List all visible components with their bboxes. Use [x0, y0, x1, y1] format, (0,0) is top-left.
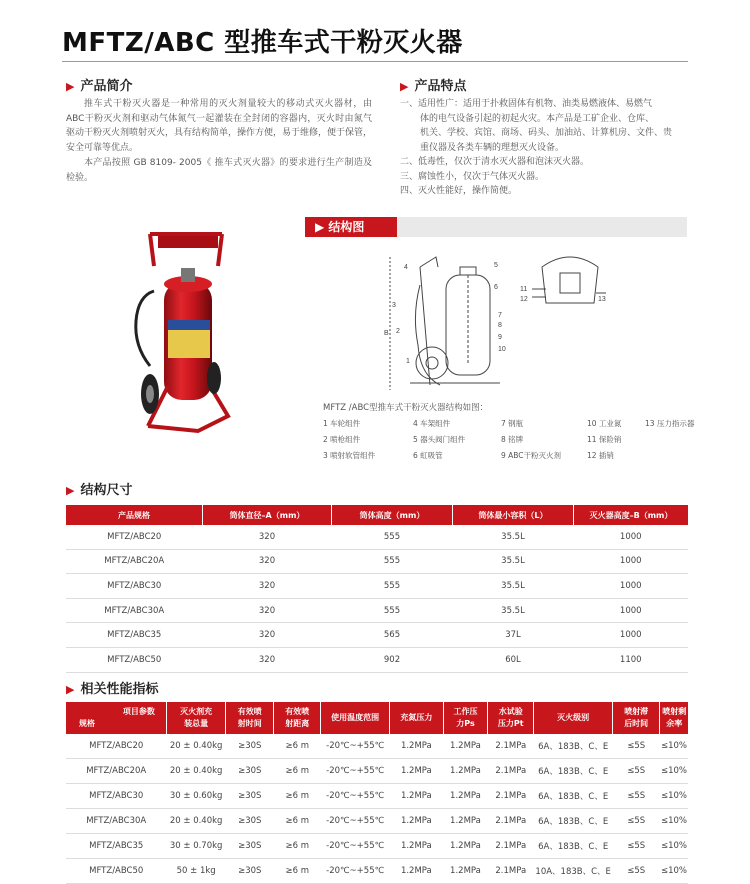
callout-label: 2: [396, 328, 400, 335]
feature-line: 三、腐蚀性小，仅次于气体灭火器。: [400, 171, 545, 182]
table-row: [66, 549, 688, 574]
table-cell: ≤5S: [612, 734, 660, 759]
table-cell: ≥30S: [226, 734, 274, 759]
table-cell: MFTZ/ABC50: [66, 859, 166, 884]
perf-header-cell: [660, 702, 688, 734]
table-cell: 6A、183B、C、E: [534, 834, 613, 859]
table-cell: 35.5L: [453, 525, 574, 549]
legend-item: 8 铭牌: [501, 435, 524, 444]
table-cell: 1000: [574, 525, 689, 549]
legend-item: 5 器头阀门组件: [413, 435, 466, 444]
perf-heading: [66, 678, 158, 697]
header-line: 工作压: [453, 707, 478, 716]
header-line: 余率: [666, 719, 683, 728]
table-cell: MFTZ/ABC35: [66, 623, 203, 648]
table-cell: 35.5L: [453, 574, 574, 599]
table-cell: ≤10%: [660, 784, 688, 809]
table-cell: -20℃~+55℃: [321, 859, 390, 884]
perf-corner-cell: [66, 702, 166, 734]
table-cell: 2.1MPa: [488, 859, 534, 884]
perf-header-cell: [226, 702, 274, 734]
feature-line: 四、灭火性能好，操作简便。: [400, 186, 518, 196]
perf-heading-text: 相关性能指标: [80, 682, 159, 697]
table-cell: 1.2MPa: [389, 859, 443, 884]
perf-table-body: [66, 734, 688, 884]
triangle-icon: ▶: [66, 484, 75, 497]
table-cell: -20℃~+55℃: [321, 809, 390, 834]
table-row: [66, 574, 688, 599]
table-row: [66, 647, 688, 672]
table-cell: 6A、183B、C、E: [534, 784, 613, 809]
legend-item: 9 ABC干粉灭火剂: [501, 451, 562, 460]
table-cell: 1.2MPa: [389, 809, 443, 834]
table-cell: 555: [332, 549, 453, 574]
table-cell: 1.2MPa: [389, 834, 443, 859]
table-cell: 1000: [574, 598, 689, 623]
table-cell: -20℃~+55℃: [321, 759, 390, 784]
table-cell: 320: [203, 525, 332, 549]
title-divider: [62, 61, 688, 62]
header-line: 有效喷: [285, 707, 310, 716]
table-cell: MFTZ/ABC30A: [66, 809, 166, 834]
intro-paragraph-2: 本产品按照 GB 8109- 2005《 推车式灭火器》的要求进行生产制造及检验。: [66, 158, 372, 183]
dims-header-cell: 筒体直径–A（mm）: [203, 505, 332, 525]
table-cell: 1.2MPa: [443, 784, 487, 809]
table-cell: 60L: [453, 647, 574, 672]
table-cell: ≤5S: [612, 834, 660, 859]
table-row: [66, 784, 688, 809]
dims-heading: [66, 479, 132, 498]
legend-item: 4 车架组件: [413, 419, 451, 428]
dim-label-b: B: [384, 330, 389, 337]
table-cell: -20℃~+55℃: [321, 784, 390, 809]
callout-label: 9: [498, 334, 502, 341]
table-row: [66, 759, 688, 784]
table-cell: ≤5S: [612, 809, 660, 834]
perf-header-cell: [443, 702, 487, 734]
page-title: MFTZ/ABC 型推车式干粉灭火器: [62, 28, 463, 58]
table-cell: 320: [203, 574, 332, 599]
table-cell: 1.2MPa: [389, 734, 443, 759]
perf-header-cell: [488, 702, 534, 734]
table-cell: ≥30S: [226, 809, 274, 834]
table-cell: ≥30S: [226, 759, 274, 784]
callout-label: 8: [498, 322, 502, 329]
legend-item: 6 虹吸管: [413, 451, 443, 460]
dims-header-cell: 筒体最小容积（L）: [453, 505, 574, 525]
table-cell: 1.2MPa: [443, 734, 487, 759]
table-cell: 20 ± 0.40kg: [166, 809, 225, 834]
table-cell: 555: [332, 525, 453, 549]
legend-item: 2 喷枪组件: [323, 435, 361, 444]
table-row: [66, 859, 688, 884]
dims-heading-text: 结构尺寸: [80, 483, 133, 498]
features-list: [400, 97, 690, 199]
table-cell: 2.1MPa: [488, 834, 534, 859]
table-row: [66, 834, 688, 859]
table-cell: 6A、183B、C、E: [534, 759, 613, 784]
triangle-icon: ▶: [400, 80, 409, 93]
table-cell: ≥6 m: [274, 734, 321, 759]
table-cell: 555: [332, 574, 453, 599]
table-cell: 1.2MPa: [443, 759, 487, 784]
dims-table: [66, 505, 688, 673]
header-line: 喷射滞: [624, 707, 649, 716]
dims-header-cell: 灭火器高度–B（mm）: [574, 505, 689, 525]
dims-header-row: [66, 505, 688, 525]
table-cell: MFTZ/ABC20A: [66, 759, 166, 784]
table-cell: 1000: [574, 574, 689, 599]
table-cell: ≥6 m: [274, 759, 321, 784]
table-cell: ≤10%: [660, 734, 688, 759]
table-cell: ≤10%: [660, 859, 688, 884]
table-cell: -20℃~+55℃: [321, 834, 390, 859]
table-cell: MFTZ/ABC20A: [66, 549, 203, 574]
table-row: [66, 525, 688, 549]
structure-diagram: [360, 245, 610, 395]
feature-line: 重仪器及各类车辆的理想灭火设备。: [420, 142, 565, 153]
header-line: 喷射剩: [662, 707, 687, 716]
table-cell: MFTZ/ABC30: [66, 574, 203, 599]
table-cell: 1000: [574, 549, 689, 574]
table-cell: 1100: [574, 647, 689, 672]
header-line: 装总量: [184, 719, 209, 728]
table-row: [66, 734, 688, 759]
table-cell: 320: [203, 647, 332, 672]
header-line: 灭火剂充: [180, 707, 213, 716]
header-line: 力Ps: [456, 719, 475, 728]
table-cell: 50 ± 1kg: [166, 859, 225, 884]
perf-header-cell: [612, 702, 660, 734]
features-heading-text: 产品特点: [414, 79, 467, 94]
structure-heading-text: 结构图: [328, 220, 365, 234]
header-line: 射时间: [237, 719, 262, 728]
table-cell: MFTZ/ABC20: [66, 734, 166, 759]
dims-header-cell: 产品规格: [66, 505, 203, 525]
structure-heading: [305, 217, 397, 237]
table-cell: 1.2MPa: [389, 759, 443, 784]
table-cell: MFTZ/ABC35: [66, 834, 166, 859]
table-cell: 37L: [453, 623, 574, 648]
table-cell: MFTZ/ABC50: [66, 647, 203, 672]
dims-header-cell: 筒体高度（mm）: [332, 505, 453, 525]
table-cell: 320: [203, 623, 332, 648]
features-heading: [400, 75, 466, 94]
callout-label: 13: [598, 296, 606, 303]
corner-bottom-label: 规格: [79, 719, 95, 728]
callout-label: 3: [392, 302, 396, 309]
perf-header-cell: [274, 702, 321, 734]
callout-label: 4: [404, 264, 408, 271]
table-cell: 35.5L: [453, 598, 574, 623]
table-cell: MFTZ/ABC20: [66, 525, 203, 549]
table-cell: 2.1MPa: [488, 784, 534, 809]
extinguisher-product-image: [128, 226, 246, 436]
table-cell: ≥6 m: [274, 784, 321, 809]
legend-item: 13 压力指示器: [645, 419, 695, 428]
table-cell: ≤10%: [660, 809, 688, 834]
callout-label: 7: [498, 312, 502, 319]
table-cell: 1.2MPa: [389, 784, 443, 809]
callout-label: 11: [520, 286, 528, 293]
perf-header-cell: [166, 702, 225, 734]
header-line: 有效喷: [237, 707, 262, 716]
legend-item: 7 钢瓶: [501, 419, 524, 428]
table-cell: ≥30S: [226, 834, 274, 859]
perf-table: [66, 702, 688, 884]
triangle-icon: ▶: [66, 683, 75, 696]
intro-paragraph-1: 推车式干粉灭火器是一种常用的灭火剂量较大的移动式灭火器材，由ABC干粉灭火剂和驱动气体氮气一起灌装在全封闭的容器内，灭火时由氮气驱动干粉灭火剂喷射灭火，具有结构简单，操作方便，易于维修，便于保管，安全可靠等优点。: [66, 99, 373, 153]
callout-label: 1: [406, 358, 410, 365]
header-line: 后时间: [624, 719, 649, 728]
table-cell: ≤10%: [660, 834, 688, 859]
table-cell: 902: [332, 647, 453, 672]
table-cell: MFTZ/ABC30A: [66, 598, 203, 623]
triangle-icon: ▶: [66, 80, 75, 93]
perf-header-cell: 灭火级别: [534, 702, 613, 734]
table-row: [66, 623, 688, 648]
callout-label: 12: [520, 296, 528, 303]
table-cell: 555: [332, 598, 453, 623]
table-cell: ≤10%: [660, 759, 688, 784]
table-cell: 565: [332, 623, 453, 648]
perf-header-cell: 使用温度范围: [321, 702, 390, 734]
table-cell: ≤5S: [612, 759, 660, 784]
table-cell: 6A、183B、C、E: [534, 809, 613, 834]
header-line: 射距离: [285, 719, 310, 728]
table-cell: 2.1MPa: [488, 809, 534, 834]
corner-top-label: 项目参数: [122, 707, 155, 716]
table-cell: 320: [203, 598, 332, 623]
table-cell: ≥6 m: [274, 809, 321, 834]
legend-item: 1 车轮组件: [323, 419, 361, 428]
intro-heading-text: 产品简介: [80, 79, 133, 94]
table-cell: 1.2MPa: [443, 859, 487, 884]
table-cell: 10A、183B、C、E: [534, 859, 613, 884]
intro-heading: [66, 75, 132, 94]
feature-line: 一、适用性广：适用于扑救固体有机物、油类易燃液体、易燃气: [400, 99, 653, 109]
feature-line: 机关、学校、宾馆、商场、码头、加油站、计算机房、文件、贵: [420, 128, 673, 138]
table-cell: 30 ± 0.60kg: [166, 784, 225, 809]
table-cell: ≤5S: [612, 859, 660, 884]
legend-item: 11 保险销: [587, 435, 622, 444]
table-cell: 20 ± 0.40kg: [166, 759, 225, 784]
feature-line: 二、低毒性，仅次于清水灭火器和泡沫灭火器。: [400, 157, 590, 167]
play-icon: ▶: [315, 220, 329, 234]
table-cell: 1.2MPa: [443, 809, 487, 834]
table-cell: ≤5S: [612, 784, 660, 809]
table-cell: -20℃~+55℃: [321, 734, 390, 759]
table-cell: MFTZ/ABC30: [66, 784, 166, 809]
table-cell: 1000: [574, 623, 689, 648]
legend-item: 12 插销: [587, 451, 614, 460]
table-cell: ≥6 m: [274, 834, 321, 859]
legend-item: 10 工业氮: [587, 419, 622, 428]
callout-label: 10: [498, 346, 506, 353]
table-cell: 1.2MPa: [443, 834, 487, 859]
perf-header-cell: 充氮压力: [389, 702, 443, 734]
table-cell: 20 ± 0.40kg: [166, 734, 225, 759]
table-row: [66, 598, 688, 623]
table-cell: 35.5L: [453, 549, 574, 574]
header-line: 水试验: [498, 707, 523, 716]
callout-label: 5: [494, 262, 498, 269]
table-cell: 320: [203, 549, 332, 574]
header-line: 压力Pt: [497, 719, 524, 728]
structure-caption: MFTZ /ABC型推车式干粉灭火器结构如图：: [323, 403, 489, 413]
table-cell: 30 ± 0.70kg: [166, 834, 225, 859]
table-cell: ≥6 m: [274, 859, 321, 884]
callout-label: 6: [494, 284, 498, 291]
table-cell: ≥30S: [226, 859, 274, 884]
table-row: [66, 809, 688, 834]
table-cell: ≥30S: [226, 784, 274, 809]
perf-header-row: [66, 702, 688, 734]
structure-legend: [323, 418, 703, 463]
table-cell: 2.1MPa: [488, 759, 534, 784]
table-cell: 6A、183B、C、E: [534, 734, 613, 759]
feature-line: 体的电气设备引起的初起火灾。本产品是工矿企业、仓库、: [420, 113, 655, 124]
table-cell: 2.1MPa: [488, 734, 534, 759]
legend-item: 3 喷射软管组件: [323, 451, 376, 460]
